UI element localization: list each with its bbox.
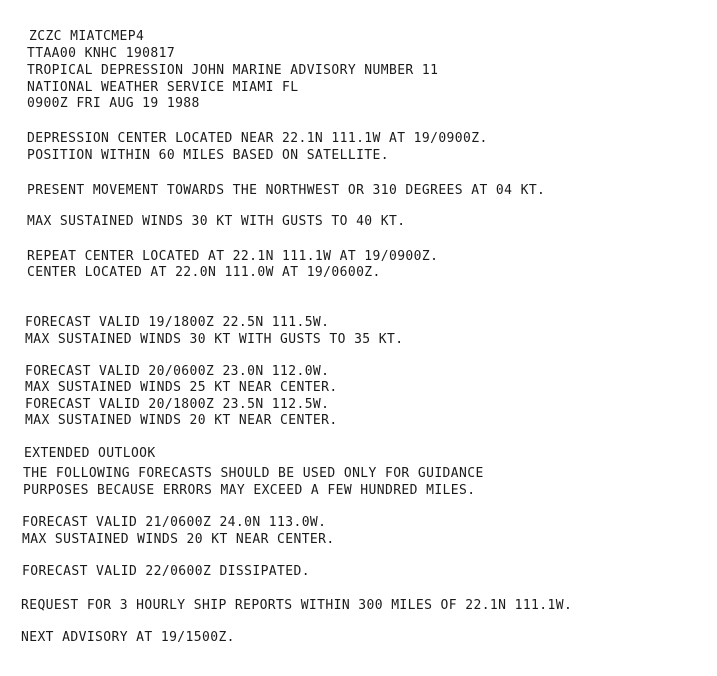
issuing-office: NATIONAL WEATHER SERVICE MIAMI FL: [27, 80, 299, 95]
text-line: DEPRESSION CENTER LOCATED NEAR 22.1N 111.1W AT 19/0900Z.: [27, 131, 488, 146]
text-line: PRESENT MOVEMENT TOWARDS THE NORTHWEST OR 310 DEGREES AT 04 KT.: [27, 183, 546, 198]
text-line: MAX SUSTAINED WINDS 30 KT WITH GUSTS TO 40 KT.: [27, 214, 406, 229]
text-line: NEXT ADVISORY AT 19/1500Z.: [21, 630, 235, 645]
text-line: THE FOLLOWING FORECASTS SHOULD BE USED ONLY FOR GUIDANCE: [23, 466, 484, 481]
forecast-line: FORECAST VALID 22/0600Z DISSIPATED.: [22, 564, 310, 579]
forecast-line: MAX SUSTAINED WINDS 20 KT NEAR CENTER.: [22, 532, 335, 547]
forecast-line: MAX SUSTAINED WINDS 30 KT WITH GUSTS TO 35 KT.: [25, 332, 404, 347]
forecast-line: FORECAST VALID 20/1800Z 23.5N 112.5W.: [25, 397, 330, 412]
text-line: PURPOSES BECAUSE ERRORS MAY EXCEED A FEW HUNDRED MILES.: [23, 483, 476, 498]
forecast-line: FORECAST VALID 21/0600Z 24.0N 113.0W.: [22, 515, 327, 530]
header-line: TTAA00 KNHC 190817: [27, 46, 176, 61]
forecast-line: MAX SUSTAINED WINDS 25 KT NEAR CENTER.: [25, 380, 338, 395]
text-line: POSITION WITHIN 60 MILES BASED ON SATELLITE.: [27, 148, 389, 163]
section-heading: EXTENDED OUTLOOK: [24, 446, 156, 461]
text-line: CENTER LOCATED AT 22.0N 111.0W AT 19/0600Z.: [27, 265, 381, 280]
header-line: ZCZC MIATCMEP4: [29, 29, 145, 44]
forecast-line: FORECAST VALID 20/0600Z 23.0N 112.0W.: [25, 364, 330, 379]
forecast-line: MAX SUSTAINED WINDS 20 KT NEAR CENTER.: [25, 413, 338, 428]
advisory-title: TROPICAL DEPRESSION JOHN MARINE ADVISORY NUMBER 11: [27, 63, 439, 78]
text-line: REPEAT CENTER LOCATED AT 22.1N 111.1W AT 19/0900Z.: [27, 249, 439, 264]
issue-time: 0900Z FRI AUG 19 1988: [27, 96, 200, 111]
text-line: REQUEST FOR 3 HOURLY SHIP REPORTS WITHIN 300 MILES OF 22.1N 111.1W.: [21, 598, 573, 613]
forecast-line: FORECAST VALID 19/1800Z 22.5N 111.5W.: [25, 315, 330, 330]
